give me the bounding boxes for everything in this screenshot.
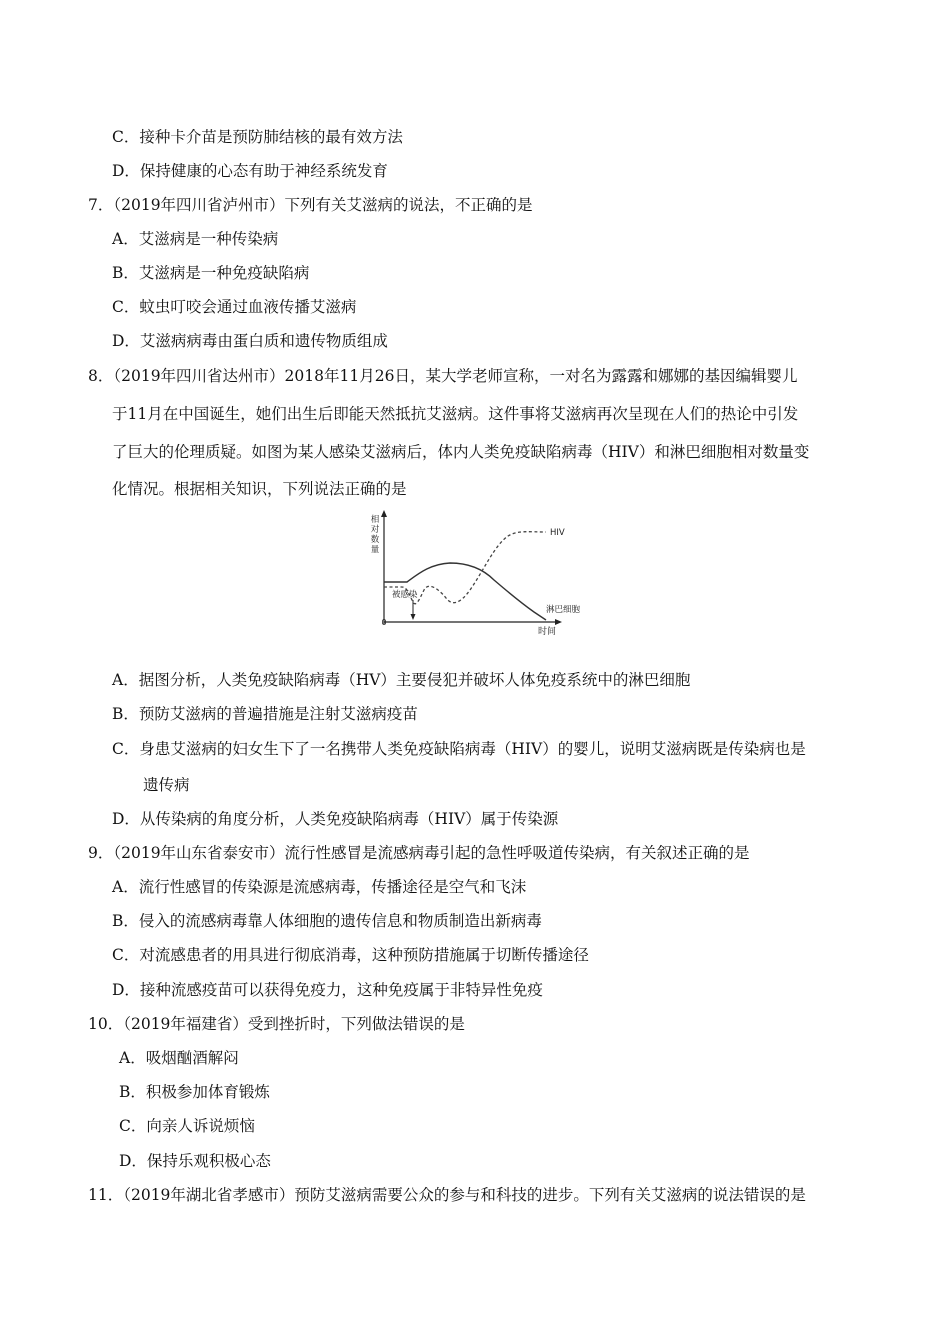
q7-option-b: B．艾滋病是一种免疫缺陷病	[112, 264, 310, 282]
q10-option-a: A．吸烟酗酒解闷	[119, 1049, 239, 1067]
question-11: 11．（2019年湖北省孝感市）预防艾滋病需要公众的参与和科技的进步。下列有关艾滋病的说法错误的是	[88, 1186, 806, 1204]
question-8-line-4: 化情况。根据相关知识，下列说法正确的是	[112, 480, 407, 498]
q8-option-c-line-2: 遗传病	[143, 776, 190, 794]
q10-option-c: C．向亲人诉说烦恼	[119, 1117, 255, 1135]
q9-option-c: C．对流感患者的用具进行彻底消毒，这种预防措施属于切断传播途径	[112, 946, 589, 964]
ylabel-char-4: 量	[370, 545, 380, 555]
hiv-lymphocyte-figure	[360, 508, 620, 644]
question-9: 9．（2019年山东省泰安市）流行性感冒是流感病毒引起的急性呼吸道传染病，有关叙述正确的是	[88, 844, 750, 862]
q8-option-d: D．从传染病的角度分析，人类免疫缺陷病毒（HIV）属于传染源	[112, 810, 559, 828]
q8-option-b: B．预防艾滋病的普遍措施是注射艾滋病疫苗	[112, 705, 418, 723]
q7-option-c: C．蚊虫叮咬会通过血液传播艾滋病	[112, 298, 357, 316]
question-10: 10．（2019年福建省）受到挫折时，下列做法错误的是	[88, 1015, 465, 1033]
infection-arrow-head	[411, 614, 416, 620]
ylabel-char-2: 对	[370, 525, 380, 535]
q7-option-d: D．艾滋病病毒由蛋白质和遗传物质组成	[112, 332, 388, 350]
q8-option-c-line-1: C．身患艾滋病的妇女生下了一名携带人类免疫缺陷病毒（HIV）的婴儿，说明艾滋病既是传染病也是	[112, 740, 806, 758]
ylabel-char-3: 数	[370, 535, 380, 545]
question-7: 7．（2019年四川省泸州市）下列有关艾滋病的说法，不正确的是	[88, 196, 533, 214]
q7-option-a: A．艾滋病是一种传染病	[112, 230, 279, 248]
hiv-label: HIV	[550, 528, 565, 538]
q9-option-d: D．接种流感疫苗可以获得免疫力，这种免疫属于非特异性免疫	[112, 981, 543, 999]
y-axis-arrow	[381, 510, 387, 517]
question-8-line-3: 了巨大的伦理质疑。如图为某人感染艾滋病后，体内人类免疫缺陷病毒（HIV）和淋巴细胞相对数量变	[112, 443, 810, 461]
origin-label: 0	[381, 618, 387, 627]
x-axis-arrow	[555, 619, 562, 625]
question-8-line-2: 于11月在中国诞生，她们出生后即能天然抵抗艾滋病。这件事将艾滋病再次呈现在人们的热论中引发	[112, 405, 799, 423]
infected-label: 被感染	[392, 590, 418, 600]
option-c: C．接种卡介苗是预防肺结核的最有效方法	[112, 128, 403, 146]
option-d: D．保持健康的心态有助于神经系统发育	[112, 162, 388, 180]
lymphocyte-label: 淋巴细胞	[546, 605, 581, 615]
ylabel-char-1: 相	[370, 515, 380, 525]
q9-option-b: B．侵入的流感病毒靠人体细胞的遗传信息和物质制造出新病毒	[112, 912, 542, 930]
q10-option-b: B．积极参加体育锻炼	[119, 1083, 270, 1101]
q9-option-a: A．流行性感冒的传染源是流感病毒，传播途径是空气和飞沫	[112, 878, 527, 896]
q10-option-d: D．保持乐观积极心态	[119, 1152, 271, 1170]
question-8-line-1: 8．（2019年四川省达州市）2018年11月26日，某大学老师宣称，一对名为露露和娜娜的基因编辑婴儿	[88, 367, 798, 385]
q8-option-a: A．据图分析，人类免疫缺陷病毒（HV）主要侵犯并破坏人体免疫系统中的淋巴细胞	[112, 671, 691, 689]
xlabel: 时间	[537, 627, 557, 637]
